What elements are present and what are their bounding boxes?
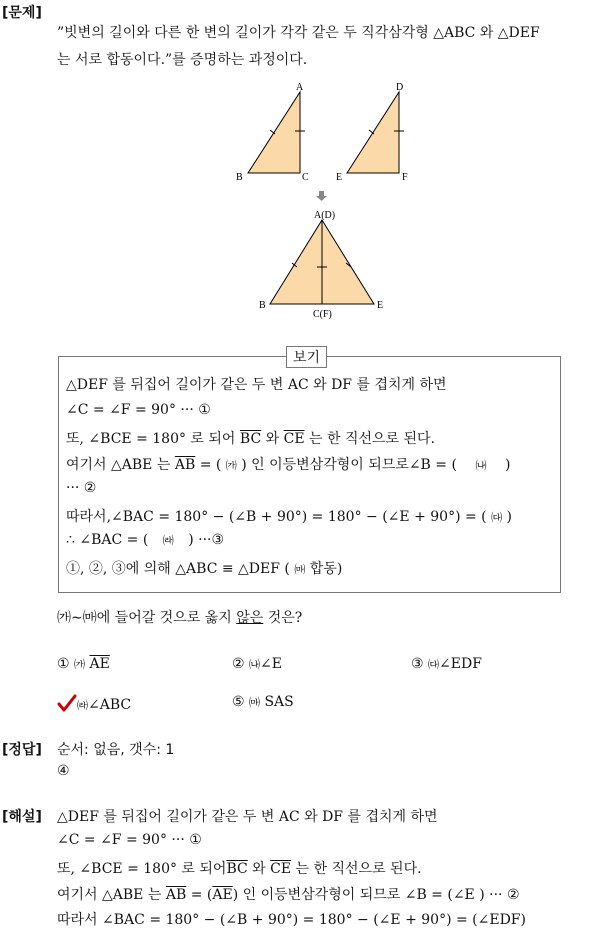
explanation-line-5: 따라서 ∠BAC = 180° − (∠B + 90°) = 180° − (∠E + 90°) = (∠EDF) (57, 912, 526, 928)
label-c: C (302, 172, 309, 183)
problem-text-line2: 는 서로 합동이다.”를 증명하는 과정이다. (57, 52, 308, 68)
choice-2[interactable]: ② ㈏∠E (232, 656, 282, 672)
answer-line1: 순서: 없음, 갯수: 1 (57, 742, 175, 758)
answer-label: [정답] (2, 742, 42, 758)
box-line-4: 여기서 △ABE 는 $\overline{AB}$ = ( ㈎ ) 인 이등변삼각형이 되므로∠B = ( ㈏ ) (66, 457, 511, 473)
explanation-line-4: 여기서 △ABE 는 $\overline{AB} = (\overline{AE})$ 인 이등변삼각형이 되므로 ∠B = (∠E ) ··· ② (57, 887, 520, 903)
label-b2: B (259, 300, 266, 311)
label-b: B (236, 172, 243, 183)
label-d: D (396, 82, 404, 93)
choice-5[interactable]: ⑤ ㈒ SAS (232, 694, 294, 710)
choice-4[interactable]: ㈑∠ABC (57, 694, 131, 713)
choice-3[interactable]: ③ ㈐∠EDF (411, 656, 482, 672)
triangle-figure (0, 0, 589, 330)
triangle-def (347, 92, 404, 173)
box-line-8: ①, ②, ③에 의해 △ABC ≡ △DEF ( ㈒ 합동) (66, 561, 343, 577)
label-a: A (296, 82, 304, 93)
question-text: ㈎∼㈒에 들어갈 것으로 옳지 않은 것은? (57, 610, 303, 626)
choice-1[interactable]: ① ㈎ $\overline{AE}$ (57, 656, 110, 672)
problem-text-line1: ”빗변의 길이와 다른 한 변의 길이가 각각 같은 두 직각삼각형 △ABC 와 △DEF (57, 25, 540, 41)
box-line-6: 따라서,∠BAC = 180° − (∠B + 90°) = 180° − (∠E + 90°) = ( ㈐ ) (66, 509, 513, 525)
label-cf: C(F) (313, 309, 332, 320)
triangle-abe (270, 220, 374, 304)
explanation-line-3: 또, ∠BCE = 180° 로 되어$\overline{BC}$ 와 $\overline{CE}$ 는 한 직선으로 된다. (57, 861, 422, 877)
box-line-5: ··· ② (66, 480, 97, 496)
explanation-line-1: △DEF 를 뒤집어 길이가 같은 두 변 AC 와 DF 를 겹치게 하면 (57, 809, 438, 825)
box-line-7: ∴ ∠BAC = ( ㈑ ) ···③ (66, 532, 225, 548)
down-arrow-icon (316, 191, 327, 201)
label-e2: E (377, 300, 384, 311)
label-e: E (336, 172, 343, 183)
label-f: F (402, 172, 408, 183)
triangle-abc (248, 92, 305, 173)
label-ad: A(D) (314, 210, 336, 221)
box-line-2: ∠C = ∠F = 90° ··· ① (66, 402, 211, 418)
answer-line2: ④ (57, 763, 70, 779)
explanation-label: [해설] (2, 809, 42, 825)
box-line-3: 또, ∠BCE = 180° 로 되어 $\overline{BC}$ 와 $\overline{CE}$ 는 한 직선으로 된다. (66, 431, 436, 447)
bogi-title: 보기 (286, 346, 327, 368)
problem-label: [문제] (2, 5, 42, 21)
box-line-1: △DEF 를 뒤집어 길이가 같은 두 변 AC 와 DF 를 겹치게 하면 (66, 377, 447, 393)
check-mark-icon (57, 694, 77, 712)
explanation-line-2: ∠C = ∠F = 90° ··· ① (57, 832, 202, 848)
